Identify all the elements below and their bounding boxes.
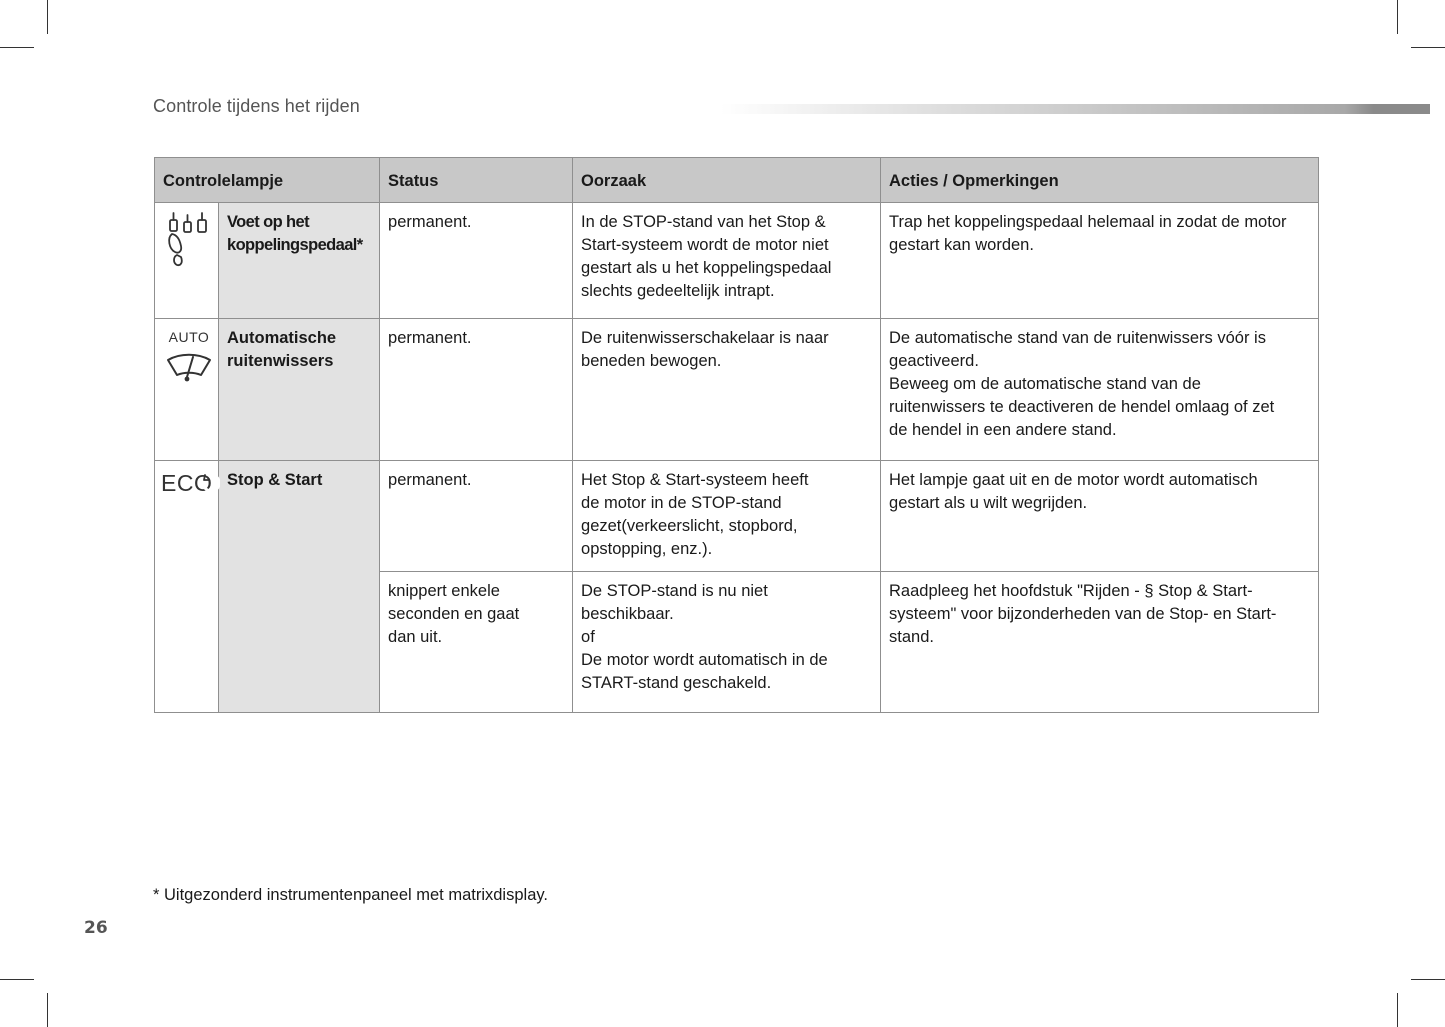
text-line: Beweeg om de automatische stand van de [889,375,1201,393]
column-header-actions: Acties / Opmerkingen [881,158,1319,203]
text-line: Het Stop & Start-systeem heeft [581,471,809,489]
auto-label: AUTO [168,329,210,345]
lamp-name: Voet op het koppelingspedaal* [219,203,380,319]
crop-mark [47,0,48,34]
actions-cell [881,461,1319,572]
text-line: beneden bewogen. [581,352,722,370]
table-header-row [155,158,1319,203]
text-line: geactiveerd. [889,352,979,370]
lamp-name: Stop & Start [219,461,380,713]
text-line: De STOP-stand is nu niet [581,582,768,600]
text-line: seconden en gaat [388,605,520,623]
warning-lamps-table [154,157,1319,713]
text-line: knippert enkele [388,582,500,600]
crop-mark [0,979,34,980]
text-line: de motor in de STOP-stand [581,494,782,512]
table-row [155,203,1319,319]
text-line: opstopping, enz.). [581,540,713,558]
actions-cell [881,203,1319,319]
text-line: Start-systeem wordt de motor niet [581,236,829,254]
text-line: gestart kan worden. [889,236,1034,254]
text-line: Raadpleeg het hoofdstuk "Rijden - § Stop & Start- [889,582,1253,600]
cause-cell [573,203,881,319]
text-line: beschikbaar. [581,605,674,623]
lamp-name: Automatische ruitenwissers [219,319,380,461]
footnote: * Uitgezonderd instrumentenpaneel met matrixdisplay. [153,886,548,904]
status-cell: permanent. [380,203,573,319]
text-line: De ruitenwisserschakelaar is naar [581,329,829,347]
table-row [155,461,1319,572]
text-line: START-stand geschakeld. [581,674,772,692]
status-cell: permanent. [380,319,573,461]
clutch-pedal-icon [163,211,215,271]
actions-cell [881,572,1319,713]
crop-mark [0,47,34,48]
cause-cell [573,461,881,572]
auto-wiper-icon [163,327,215,389]
column-header-cause: Oorzaak [573,158,881,203]
table-row [155,319,1319,461]
page-number: 26 [84,918,108,938]
page-header-title: Controle tijdens het rijden [153,96,360,116]
lamp-icon-cell [155,319,219,461]
text-line: de hendel in een andere stand. [889,421,1117,439]
text-line: Het lampje gaat uit en de motor wordt automatisch [889,471,1258,489]
text-line: ruitenwissers te deactiveren de hendel omlaag of zet [889,398,1275,416]
text-line: systeem" voor bijzonderheden van de Stop- en Start- [889,605,1277,623]
crop-mark [47,993,48,1027]
lamp-icon-cell [155,461,219,713]
text-line: Trap het koppelingspedaal helemaal in zodat de motor [889,213,1287,231]
column-header-status: Status [380,158,573,203]
cause-cell [573,319,881,461]
crop-mark [1411,979,1445,980]
status-cell: permanent. [380,461,573,572]
column-header-lamp: Controlelampje [155,158,380,203]
crop-mark [1397,993,1398,1027]
cause-cell [573,572,881,713]
text-line: gezet(verkeerslicht, stopbord, [581,517,798,535]
text-line: De automatische stand van de ruitenwissers vóór is [889,329,1266,347]
text-line: gestart als u wilt wegrijden. [889,494,1088,512]
text-line: slechts gedeeltelijk intrapt. [581,282,775,300]
crop-mark [1397,0,1398,34]
header-gradient-bar [720,104,1430,114]
text-line: stand. [889,628,934,646]
eco-label: ECO [161,470,213,496]
crop-mark [1411,47,1445,48]
actions-cell [881,319,1319,461]
text-line: De motor wordt automatisch in de [581,651,828,669]
lamp-icon-cell [155,203,219,319]
status-cell [380,572,573,713]
text-line: gestart als u het koppelingspedaal [581,259,832,277]
text-line: of [581,628,595,646]
eco-stop-start-icon [160,469,220,497]
text-line: In de STOP-stand van het Stop & [581,213,826,231]
text-line: dan uit. [388,628,443,646]
